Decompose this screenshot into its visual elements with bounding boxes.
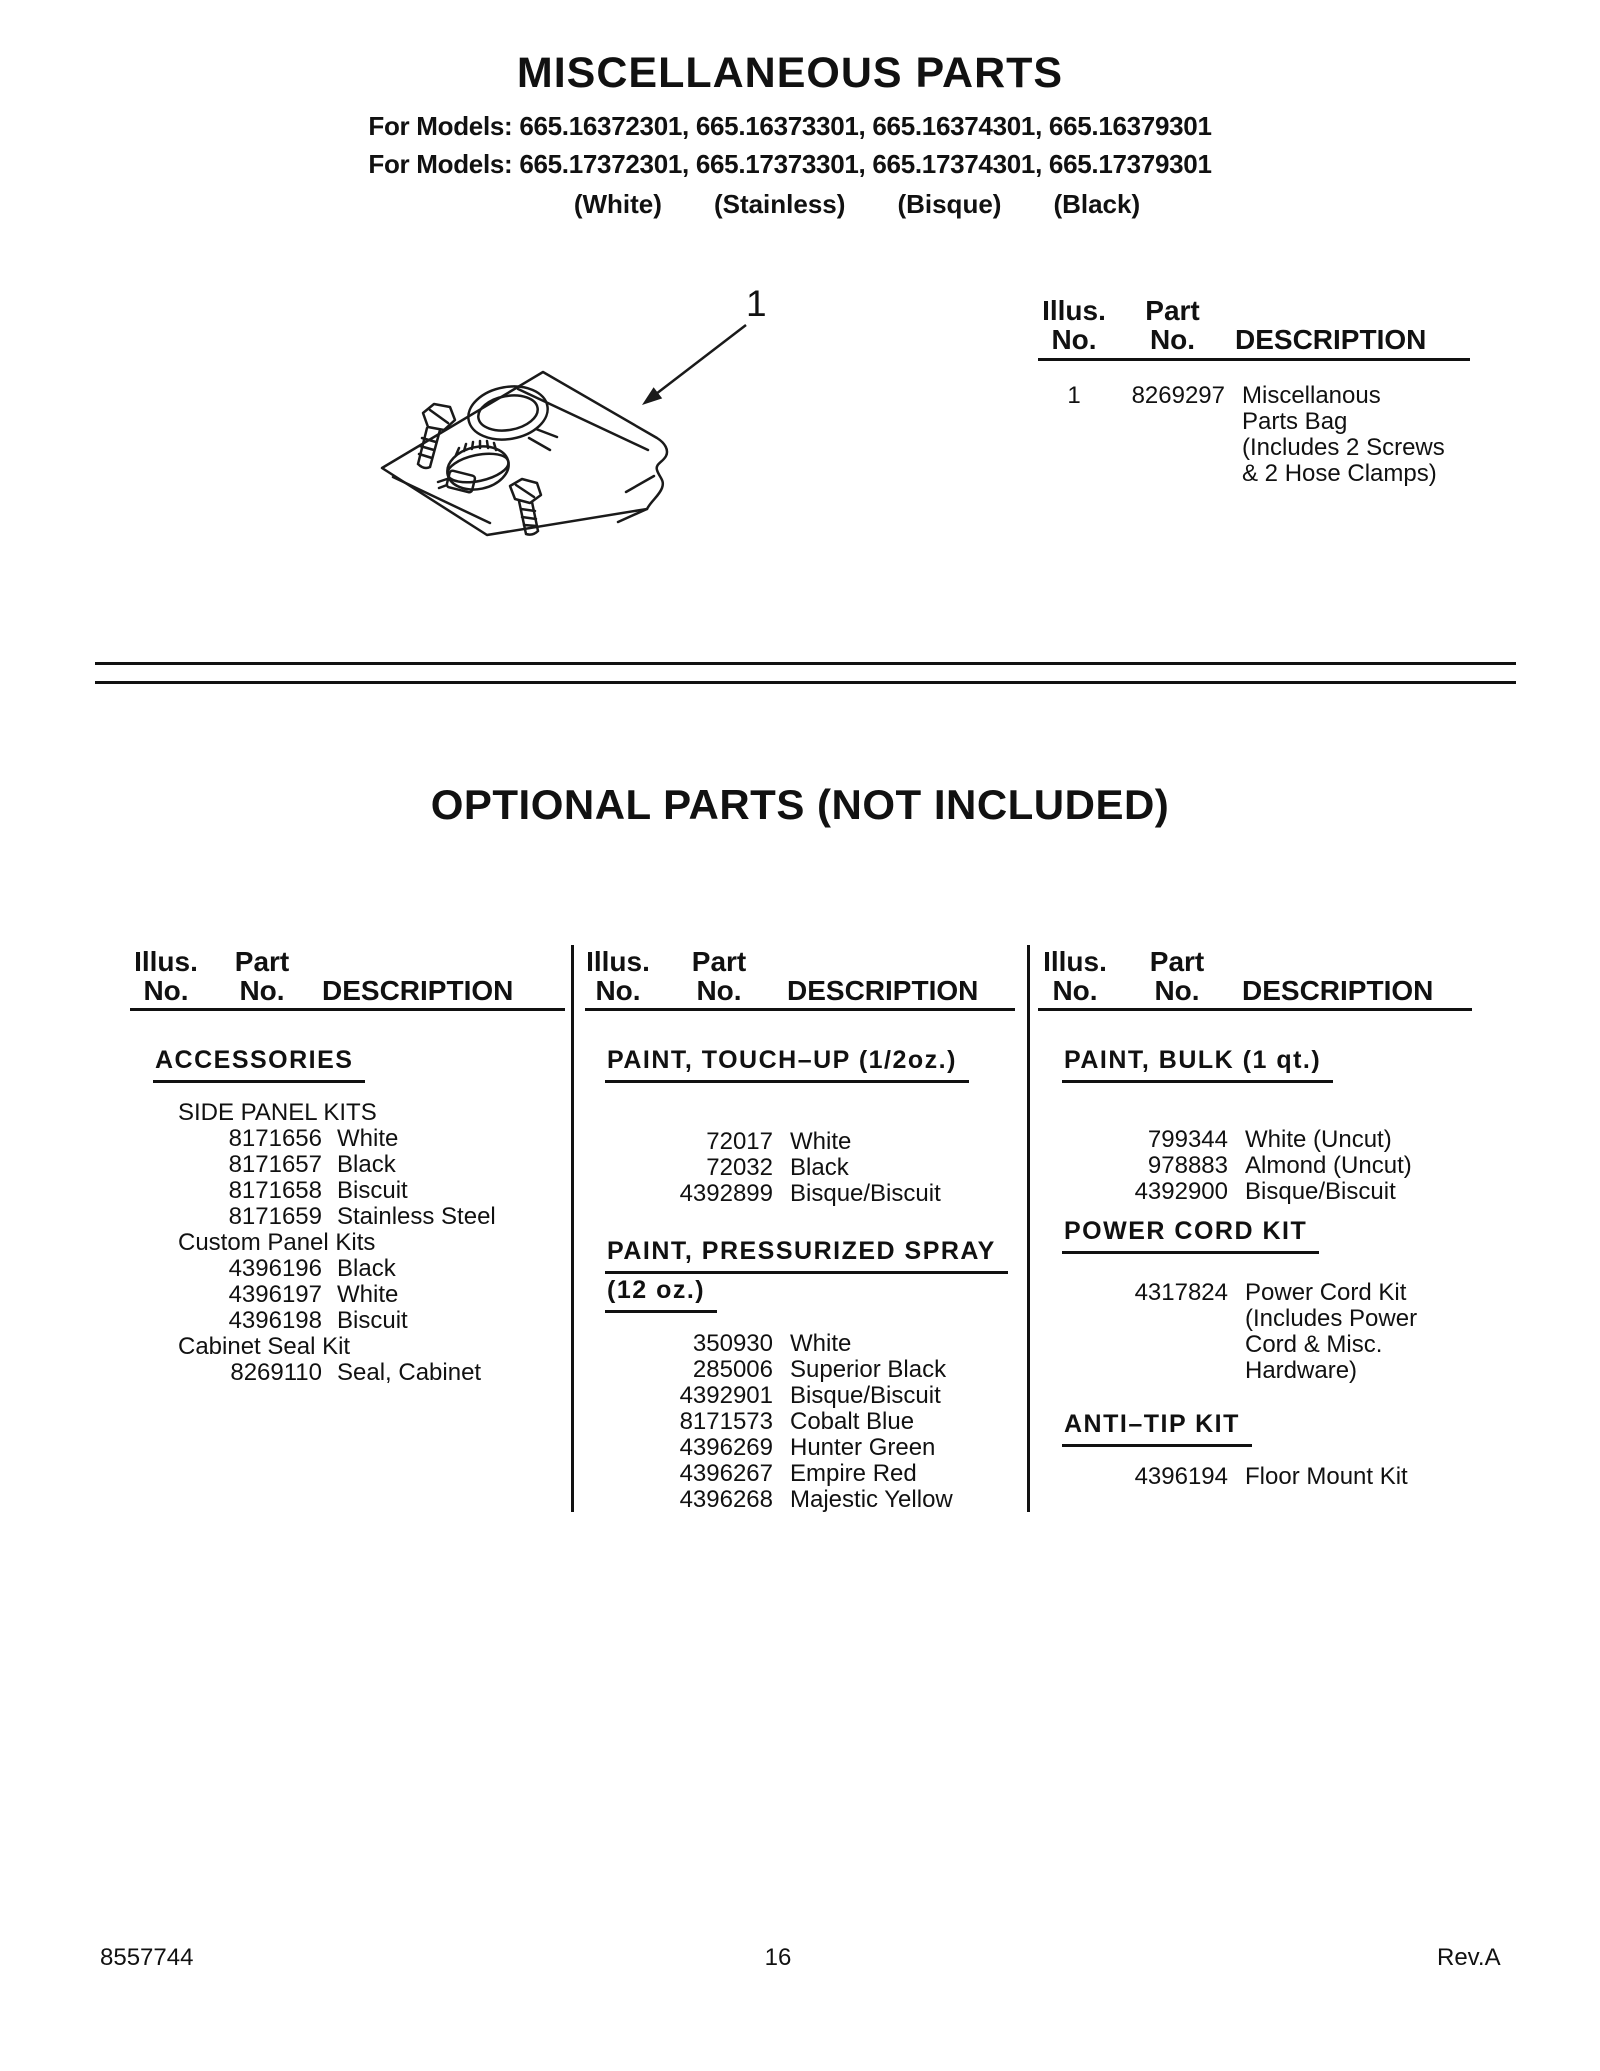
part-number: 4392901	[679, 1382, 773, 1409]
part-row	[585, 1155, 1015, 1181]
part-number: 4396267	[679, 1460, 773, 1487]
part-description: White	[790, 1330, 852, 1357]
part-description: Stainless Steel	[337, 1203, 496, 1230]
part-number: 8171658	[228, 1177, 322, 1204]
part-row	[585, 1435, 1015, 1461]
footer-document-number: 8557744	[100, 1944, 194, 1971]
callout-number: 1	[746, 283, 767, 324]
part-row	[585, 1409, 1015, 1435]
col-no-label: No.	[1051, 324, 1097, 355]
horizontal-rule-bottom	[95, 681, 1516, 684]
part-description: Bisque/Biscuit	[790, 1180, 941, 1207]
part-row	[1038, 1179, 1472, 1205]
part-description: Bisque/Biscuit	[1245, 1178, 1396, 1205]
part-number: 799344	[1147, 1126, 1228, 1153]
part-description: Floor Mount Kit	[1245, 1463, 1408, 1490]
part-row	[585, 1461, 1015, 1487]
page-number: 16	[764, 1944, 792, 1971]
part-number: 4392899	[679, 1180, 773, 1207]
col-illus-label: Illus.	[1042, 295, 1106, 326]
part-row	[1038, 1280, 1472, 1384]
part-description: Black	[337, 1151, 396, 1178]
page-title: MISCELLANEOUS PARTS	[516, 49, 1064, 97]
part-number: 72032	[706, 1154, 773, 1181]
part-number: 4392900	[1134, 1178, 1228, 1205]
part-number: 4396196	[228, 1255, 322, 1282]
column-table-header: Illus. Part No. No. DESCRIPTION	[1038, 947, 1472, 1011]
part-row	[100, 1308, 565, 1334]
section-title-power-cord-kit: POWER CORD KIT	[1062, 1217, 1319, 1254]
col-no-label: No.	[1149, 324, 1196, 355]
models-line-1: For Models: 665.16372301, 665.16373301, 665.16374301, 665.16379301	[368, 111, 1212, 141]
part-description: Miscellanous Parts Bag (Includes 2 Screws & 2 Hose Clamps)	[1242, 382, 1445, 487]
optional-parts-column-2	[585, 947, 1015, 1513]
part-description: Biscuit	[337, 1307, 408, 1334]
part-description: Superior Black	[790, 1356, 947, 1383]
misc-parts-table	[1038, 296, 1470, 487]
part-description: Almond (Uncut)	[1245, 1152, 1412, 1179]
part-description: White	[790, 1128, 852, 1155]
part-row	[100, 1152, 565, 1178]
part-row	[585, 1357, 1015, 1383]
column-divider-2	[1027, 945, 1030, 1512]
part-description: Cobalt Blue	[790, 1408, 915, 1435]
part-number: 4396269	[679, 1434, 773, 1461]
column-table-header: Illus. Part No. No. DESCRIPTION	[585, 947, 1015, 1011]
part-number: 4317824	[1134, 1279, 1228, 1306]
section-title-paint-spray-line-2: (12 oz.)	[605, 1276, 717, 1313]
models-line-2: For Models: 665.17372301, 665.17373301, 665.17374301, 665.17379301	[368, 149, 1212, 179]
finish-label-black: (Black)	[1053, 189, 1141, 219]
part-row	[100, 1178, 565, 1204]
col-description-label: DESCRIPTION	[1235, 324, 1427, 355]
finish-labels	[67, 189, 1600, 220]
column-table-header: Illus. Part No. No. DESCRIPTION	[130, 947, 565, 1011]
group-label: SIDE PANEL KITS	[178, 1099, 377, 1126]
section-title-anti-tip-kit: ANTI–TIP KIT	[1062, 1410, 1252, 1447]
part-number: 350930	[692, 1330, 773, 1357]
part-number: 4396268	[679, 1486, 773, 1513]
part-description: White	[337, 1125, 399, 1152]
part-description: White	[337, 1281, 399, 1308]
table-row	[1038, 383, 1470, 487]
part-description: Bisque/Biscuit	[790, 1382, 941, 1409]
part-number: 8269110	[230, 1359, 322, 1386]
section-title-paint-spray-line-1: PAINT, PRESSURIZED SPRAY	[605, 1237, 1008, 1274]
part-number: 8171656	[228, 1125, 322, 1152]
col-part-label: Part	[1145, 295, 1200, 326]
part-row	[585, 1331, 1015, 1357]
part-row	[100, 1256, 565, 1282]
part-description: Hunter Green	[790, 1434, 936, 1461]
part-number: 8171573	[679, 1408, 773, 1435]
part-row	[100, 1360, 565, 1386]
optional-parts-column-1	[100, 947, 565, 1386]
part-description: White (Uncut)	[1245, 1126, 1392, 1153]
part-number: 4396198	[228, 1307, 322, 1334]
section-title-accessories: ACCESSORIES	[153, 1046, 365, 1083]
part-number: 8171657	[228, 1151, 322, 1178]
finish-label-stainless: (Stainless)	[713, 189, 846, 219]
part-number: 8171659	[228, 1203, 322, 1230]
column-divider-1	[571, 945, 574, 1512]
part-description: Empire Red	[790, 1460, 917, 1487]
document-header	[0, 50, 1580, 220]
finish-label-white: (White)	[573, 189, 662, 219]
part-number: 285006	[692, 1356, 773, 1383]
part-number: 4396194	[1134, 1463, 1228, 1490]
part-row	[585, 1181, 1015, 1207]
part-description: Power Cord Kit (Includes Power Cord & Misc. Hardware)	[1245, 1279, 1418, 1384]
part-number: 72017	[706, 1128, 773, 1155]
optional-parts-heading: OPTIONAL PARTS (NOT INCLUDED)	[430, 781, 1170, 828]
section-title-paint-bulk: PAINT, BULK (1 qt.)	[1062, 1046, 1333, 1083]
finish-label-bisque: (Bisque)	[897, 189, 1002, 219]
illus-number: 1	[1067, 382, 1081, 409]
part-row	[585, 1383, 1015, 1409]
group-label: Cabinet Seal Kit	[178, 1333, 351, 1360]
optional-parts-column-3	[1038, 947, 1472, 1490]
group-label: Custom Panel Kits	[178, 1229, 376, 1256]
misc-table-header	[1038, 296, 1470, 361]
section-title-paint-touchup: PAINT, TOUCH–UP (1/2oz.)	[605, 1046, 969, 1083]
part-row	[1038, 1153, 1472, 1179]
part-row	[1038, 1127, 1472, 1153]
part-row	[585, 1487, 1015, 1513]
part-row	[100, 1126, 565, 1152]
revision-label: Rev.A	[1437, 1944, 1501, 1971]
part-number: 8269297	[1131, 382, 1225, 409]
part-number: 4396197	[228, 1281, 322, 1308]
part-number: 978883	[1147, 1152, 1228, 1179]
part-row	[1038, 1464, 1472, 1490]
part-row	[100, 1204, 565, 1230]
part-description: Black	[790, 1154, 849, 1181]
part-row	[585, 1129, 1015, 1155]
part-description: Black	[337, 1255, 396, 1282]
part-description: Seal, Cabinet	[337, 1359, 482, 1386]
part-row	[100, 1282, 565, 1308]
part-description: Biscuit	[337, 1177, 408, 1204]
part-description: Majestic Yellow	[790, 1486, 953, 1513]
horizontal-rule-top	[95, 662, 1516, 665]
